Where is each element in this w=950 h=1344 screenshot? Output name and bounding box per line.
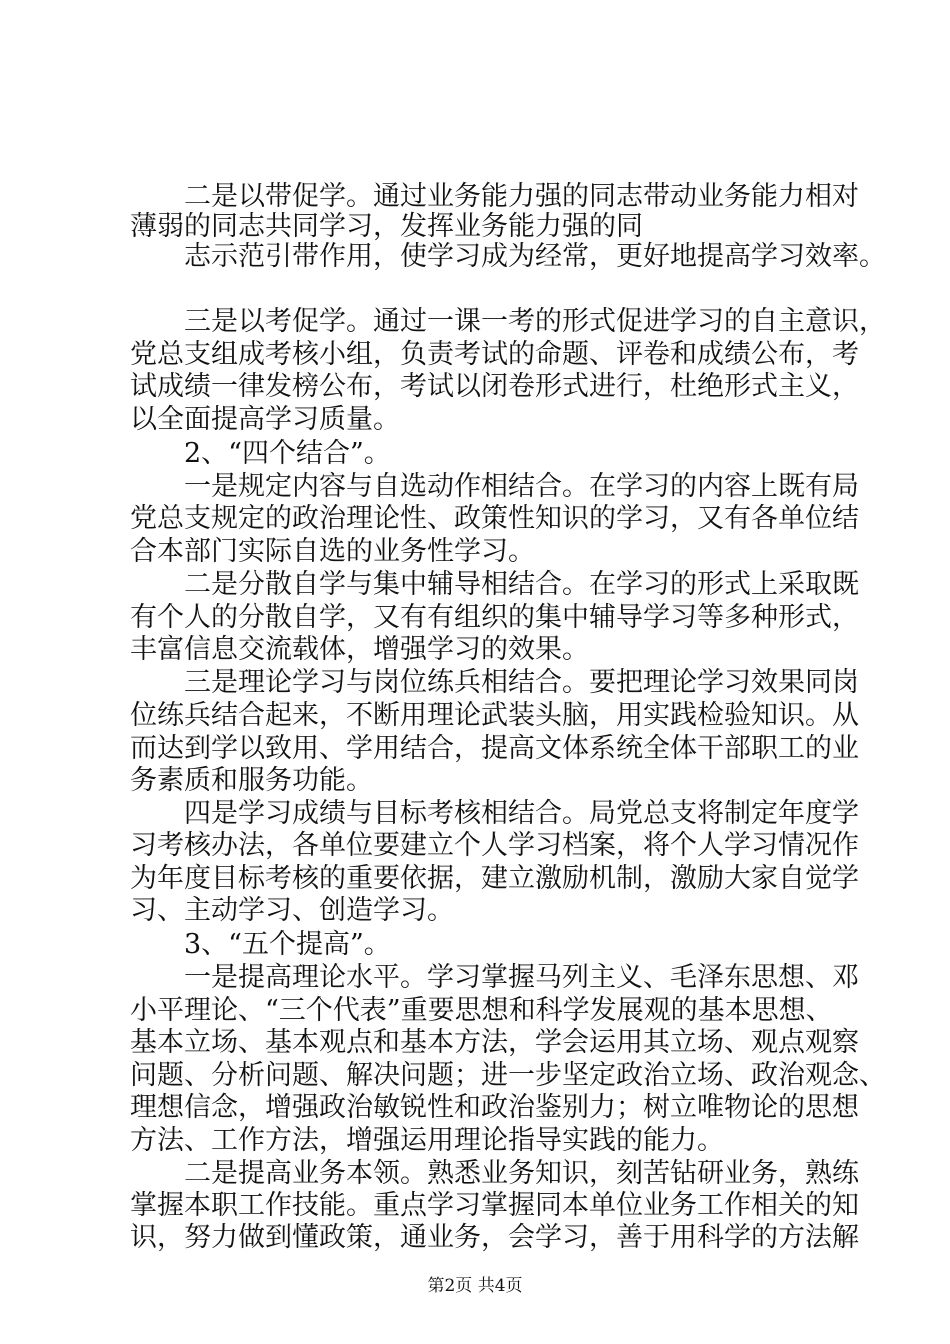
- text-line: 理想信念，增强政治敏锐性和政治鉴别力；树立唯物论的思想: [130, 1092, 859, 1123]
- text-line: 试成绩一律发榜公布，考试以闭卷形式进行，杜绝形式主义，: [130, 371, 859, 402]
- text-line: 2、“四个结合”。: [130, 438, 391, 469]
- text-line: 方法、工作方法，增强运用理论指导实践的能力。: [130, 1125, 724, 1156]
- text-line: 基本立场、基本观点和基本方法，学会运用其立场、观点观察: [130, 1027, 859, 1058]
- text-line: 习考核办法，各单位要建立个人学习档案，将个人学习情况作: [130, 830, 859, 861]
- text-line: 一是提高理论水平。学习掌握马列主义、毛泽东思想、邓: [130, 962, 859, 993]
- text-line: 志示范引带作用，使学习成为经常，更好地提高学习效率。: [130, 241, 886, 272]
- text-line: 小平理论、“三个代表”重要思想和科学发展观的基本思想、: [130, 995, 833, 1026]
- text-line: 3、“五个提高”。: [130, 929, 391, 960]
- text-line: 四是学习成绩与目标考核相结合。局党总支将制定年度学: [130, 798, 859, 829]
- text-line: 习、主动学习、创造学习。: [130, 895, 454, 926]
- text-line: 有个人的分散自学，又有有组织的集中辅导学习等多种形式，: [130, 602, 859, 633]
- text-line: 为年度目标考核的重要依据，建立激励机制，激励大家自觉学: [130, 863, 859, 894]
- text-line: 问题、分析问题、解决问题；进一步坚定政治立场、政治观念、: [130, 1060, 886, 1091]
- text-line: 位练兵结合起来，不断用理论武装头脑，用实践检验知识。从: [130, 700, 859, 731]
- text-line: 三是理论学习与岗位练兵相结合。要把理论学习效果同岗: [130, 667, 859, 698]
- text-line: 合本部门实际自选的业务性学习。: [130, 536, 535, 567]
- text-line: 二是分散自学与集中辅导相结合。在学习的形式上采取既: [130, 569, 859, 600]
- text-line: 而达到学以致用、学用结合，提高文体系统全体干部职工的业: [130, 733, 859, 764]
- text-line: 丰富信息交流载体，增强学习的效果。: [130, 634, 589, 665]
- text-line: 以全面提高学习质量。: [130, 404, 400, 435]
- text-line: 三是以考促学。通过一课一考的形式促进学习的自主意识，: [130, 306, 886, 337]
- page-footer: 第2页 共4页: [427, 1276, 523, 1296]
- text-line: 党总支规定的政治理论性、政策性知识的学习，又有各单位结: [130, 503, 859, 534]
- text-line: 识，努力做到懂政策，通业务，会学习，善于用科学的方法解: [130, 1222, 859, 1253]
- text-line: 务素质和服务功能。: [130, 765, 373, 796]
- text-line: 二是以带促学。通过业务能力强的同志带动业务能力相对: [130, 181, 859, 212]
- text-line: 薄弱的同志共同学习，发挥业务能力强的同: [130, 211, 643, 242]
- text-line: 一是规定内容与自选动作相结合。在学习的内容上既有局: [130, 471, 859, 502]
- text-line: 党总支组成考核小组，负责考试的命题、评卷和成绩公布，考: [130, 339, 859, 370]
- text-line: 二是提高业务本领。熟悉业务知识，刻苦钻研业务，熟练: [130, 1158, 859, 1189]
- text-line: 掌握本职工作技能。重点学习掌握同本单位业务工作相关的知: [130, 1190, 859, 1221]
